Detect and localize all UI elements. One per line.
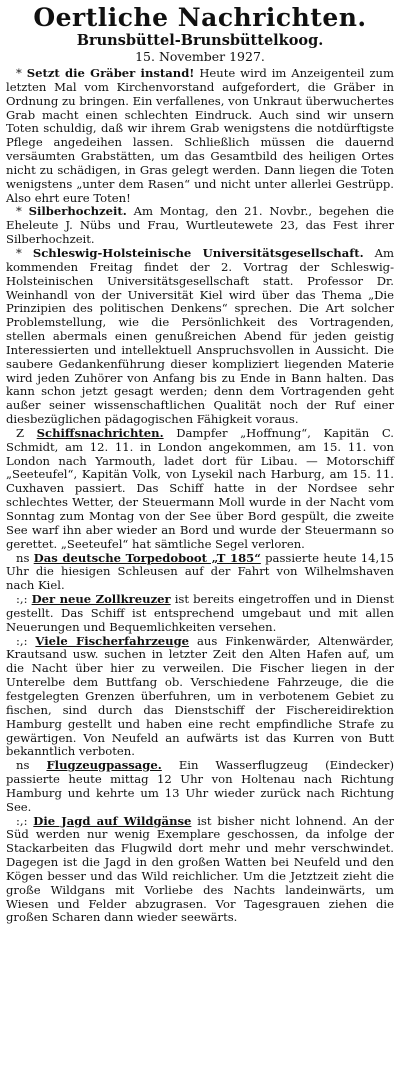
article-body: Am Montag, den 21. Novbr., begehen die Eheleute J. Nübs und Frau, Wurtleutewete 23, das Fest ihrer Silberhochzeit. — [6, 204, 394, 247]
article-headline: Viele Fischerfahrzeuge — [35, 633, 190, 648]
section-title: Oertliche Nachrichten. — [33, 3, 367, 32]
section-subtitle: Brunsbüttel-Brunsbüttelkoog. — [76, 32, 324, 49]
article-headline: Der neue Zollkreuzer — [31, 592, 171, 607]
article-headline: Schiffsnachrichten. — [36, 425, 164, 440]
article-headline: Flugzeugpassage. — [46, 758, 162, 773]
article-marker: :,: — [16, 813, 34, 828]
article-body: Am kommenden Freitag findet der 2. Vortrag der Schleswig-Holsteinischen Universitätsgesellschaft statt. Professor Dr. Weinhandl von der Universität Kiel wird über das Thema „Die Prinzipien des politischen Denkens“ sprechen. Die Art solcher Problemstellung, wie die Persönlichkeit des Vortragenden, stellen abermals einen genußreichen Abend für jeden geistig Interessierten und intellektuell Anspruchsvollen in Aussicht. Die saubere Gedankenführung dieser kompliziert liegenden Materie wird jeden Zuhörer von Anfang bis zu Ende in Bann halten. Das kann schon jetzt gesagt werden; denn dem Vortragenden geht außer seiner wissenschaftlichen Qualität noch der Ruf einer diesbezüglichen pädagogischen Fähigkeit voraus. — [6, 245, 394, 427]
article-marker: Z — [16, 425, 37, 440]
article-customs-cruiser — [6, 593, 394, 635]
article-fishing-vessels — [6, 635, 394, 760]
article-marker: * — [16, 66, 27, 80]
article-university-society — [6, 247, 394, 427]
article-body: passierte heute 14,15 Uhr die hiesigen Schleusen auf der Fahrt von Wilhelmshaven nach Kiel. — [6, 550, 394, 593]
article-headline: Die Jagd auf Wildgänse — [33, 813, 192, 828]
article-marker: :,: — [16, 633, 36, 648]
article-marker: * — [16, 204, 29, 219]
article-marker: * — [16, 245, 33, 260]
article-headline: Silberhochzeit. — [28, 204, 127, 219]
article-headline: Setzt die Gräber instand! — [26, 66, 195, 80]
article-marker: ns — [16, 550, 34, 565]
issue-date: 15. November 1927. — [135, 49, 265, 64]
article-body: Heute wird im Anzeigenteil zum letzten Mal vom Kirchenvorstand aufgefordert, die Gräber in Ordnung zu bringen. Ein verfallenes, von Unkraut überwuchertes Grab macht einen schlechten Eindruck. Auch sind wir unsern Toten schuldig, daß wir ihrem Grab wenigstens die notdürftigste Pflege angedeihen lassen. Schließlich müssen die dauernd versäumten Grabstätten, um das Gesamtbild des heiligen Ortes nicht zu schädigen, in Gras gelegt werden. Dann liegen die Toten wenigstens „unter dem Rasen“ und nicht unter allerlei Gestrüpp. Also ehrt eure Toten! — [6, 66, 394, 205]
article-body: Dampfer „Hoffnung“, Kapitän C. Schmidt, am 12. 11. in London angekommen, am 15. 11. von London nach Yarmouth, ladet dort für Libau. — Motorschiff „Seeteufel“, Kapitän Volk, von Lysekil nach Harburg, am 15. 11. Cuxhaven passiert. Das Schiff hatte in der Nordsee sehr schlechtes Wetter, der Steuermann Moll wurde in der Nacht vom Sonntag zum Montag von der See über Bord gespült, die zweite See warf ihn aber wieder an Bord und wurde der Steuermann so gerettet. „Seeteufel“ hat sämtliche Segel verloren. — [6, 425, 394, 551]
article-graves — [6, 67, 394, 205]
article-body: aus Finkenwärder, Altenwärder, Krautsand usw. suchen in letzter Zeit den Alten Hafen auf, um die Nacht über hier zu verweilen. Die Fischer liegen in der Unterelbe dem Buttfang ob. Verschiedene Fahrzeuge, die die festgelegten Grenzen überfuhren, um in verbotenem Gebiet zu fischen, sind durch das Dienstschiff der Fischereidirektion Hamburg gestellt und haben eine recht empfindliche Strafe zu gewärtigen. Von Neufeld an aufwärts ist das Kurren von Butt bekanntlich verboten. — [6, 633, 394, 759]
article-torpedo-boat — [6, 552, 394, 594]
article-headline: Schleswig-Holsteinische Universitätsgesellschaft. — [32, 245, 364, 260]
article-body: ist bereits eingetroffen und in Dienst gestellt. Das Schiff ist entsprechend umgebaut und mit allen Neuerungen und Bequemlichkeiten versehen. — [6, 592, 395, 634]
article-body: Ein Wasserflugzeug (Eindecker) passierte heute mittag 12 Uhr von Holtenau nach Richtung Hamburg und kehrte um 13 Uhr wieder zurück nach Richtung See. — [6, 758, 394, 814]
article-wild-geese — [6, 815, 394, 926]
article-marker: :,: — [16, 592, 32, 607]
article-marker: ns — [16, 758, 47, 773]
article-ship-news — [6, 427, 394, 552]
article-headline: Das deutsche Torpedoboot „T 185“ — [33, 550, 261, 565]
article-aircraft-passage — [6, 759, 394, 814]
article-body: ist bisher nicht lohnend. An der Süd werden nur wenig Exemplare geschossen, da infolge der Stackarbeiten das Flugwild dort mehr und mehr verschwindet. Dagegen ist die Jagd in den großen Watten bei Neufeld und den Kögen besser und das Wild reichlicher. Um die Jetztzeit zieht die große Wildgans mit Vorliebe des Nachts landeinwärts, um Wiesen und Felder abzugrasen. Vor Tagesgrauen ziehen die großen Scharen dann wieder seewärts. — [6, 813, 394, 925]
article-silver-wedding — [6, 205, 394, 247]
